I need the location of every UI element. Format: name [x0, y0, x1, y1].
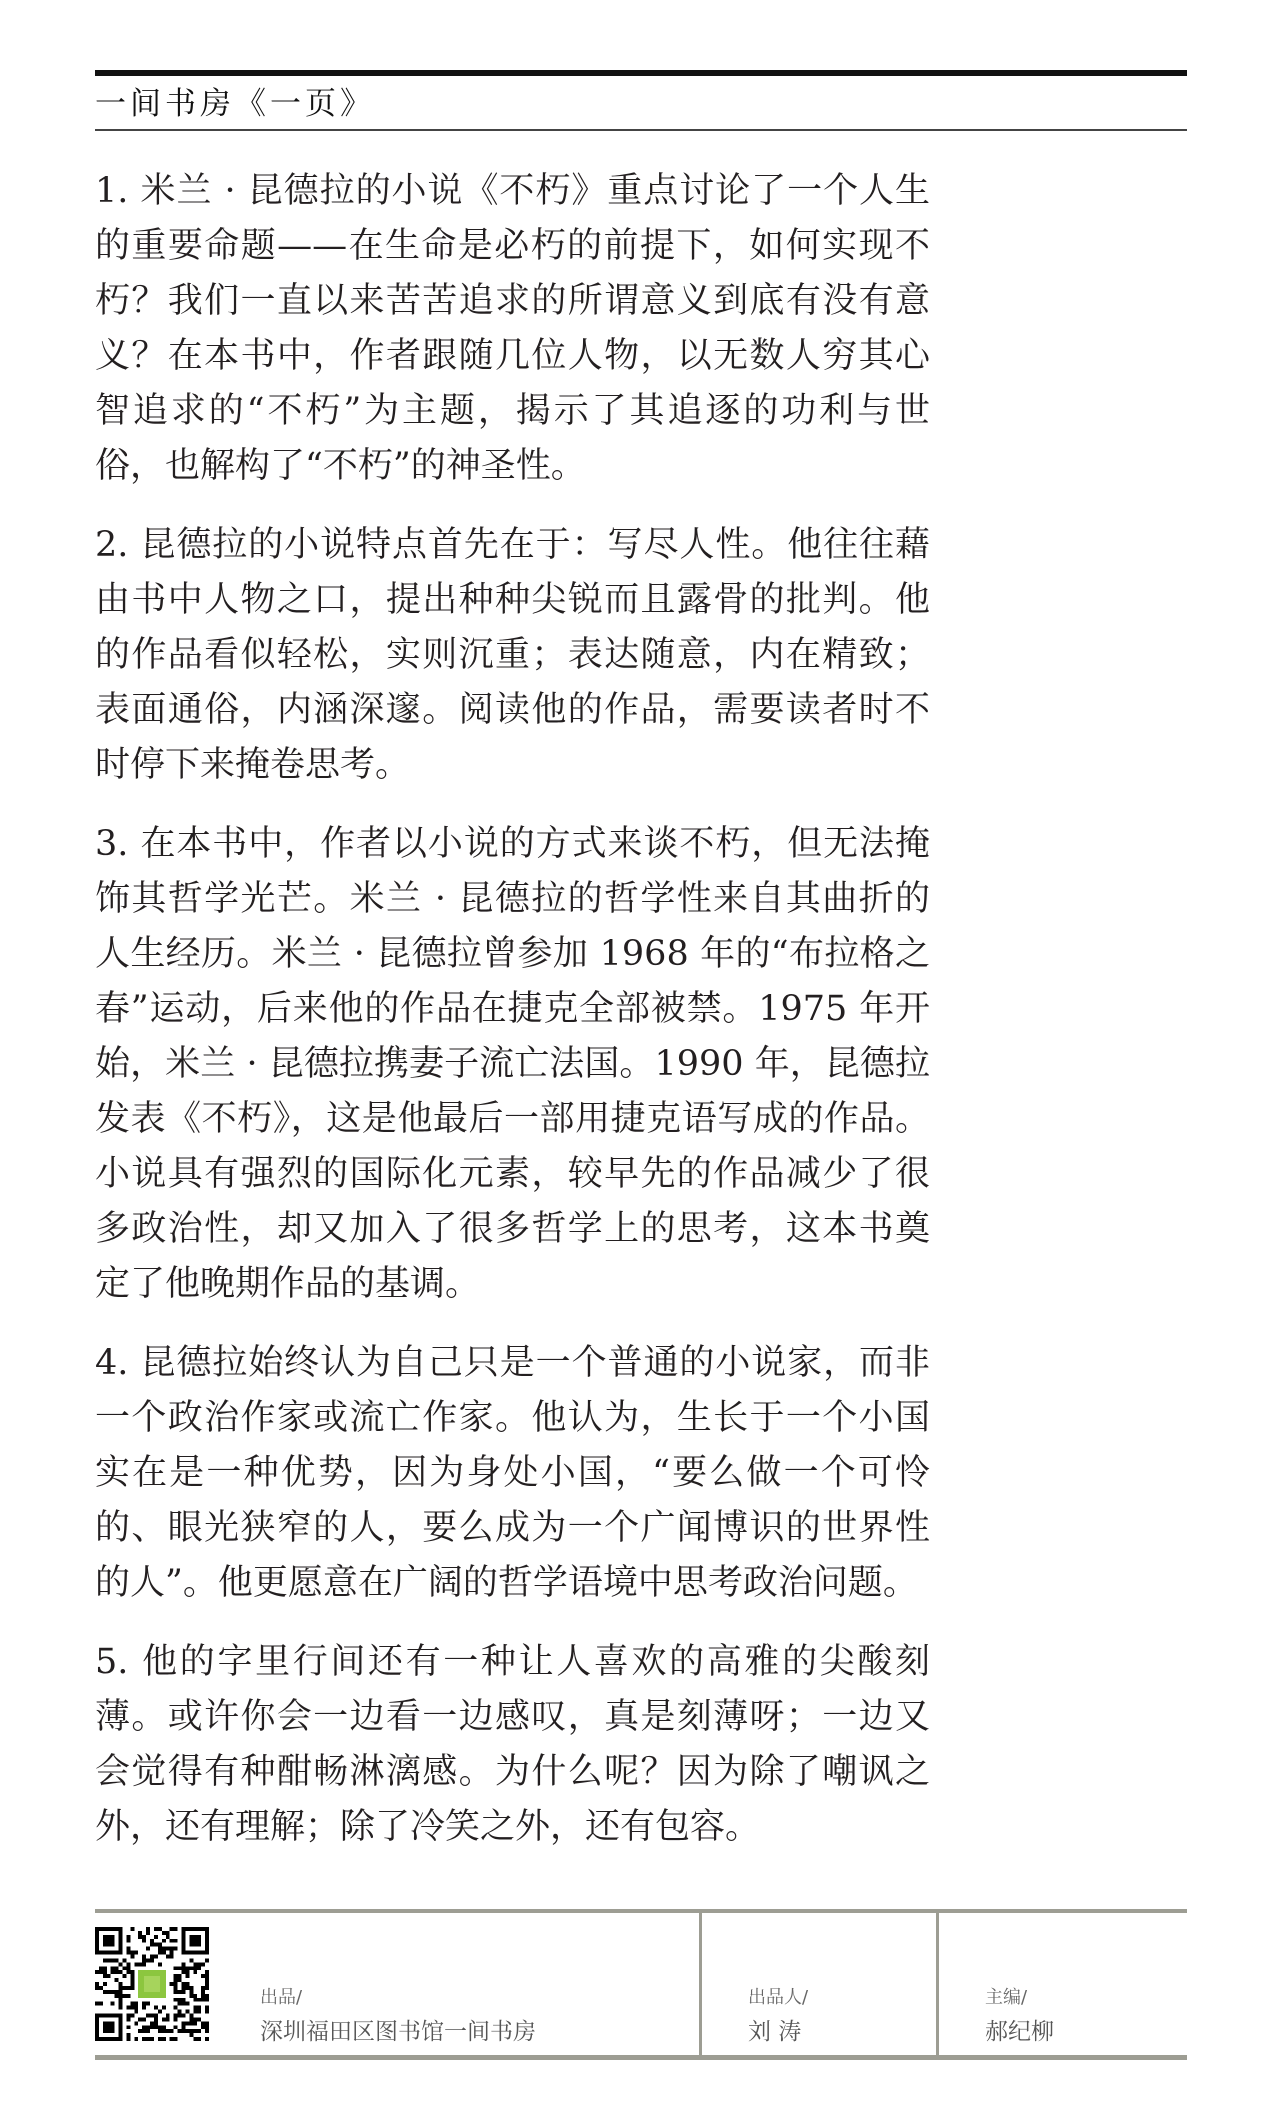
credit-editor [985, 1985, 1054, 2049]
page-header-title: 一间书房《一页》 [95, 86, 375, 122]
publisher-value: 刘 涛 [748, 2019, 802, 2045]
top-rule [95, 70, 1187, 76]
paragraph-4: 4. 昆德拉始终认为自己只是一个普通的小说家，而非一个政治作家或流亡作家。他认为，生长于一个小国实在是一种优势，因为身处小国，“要么做一个可怜的、眼光狭窄的人，要么成为一个广闻博识的世界性的人”。他更愿意在广阔的哲学语境中思考政治问题。 [95, 1343, 930, 1603]
editor-value: 郝纪柳 [985, 2019, 1054, 2045]
credit-producer [260, 1985, 536, 2049]
footer-bottom-rule [95, 2055, 1187, 2060]
article-body [95, 164, 930, 1879]
credit-publisher [748, 1985, 808, 2049]
paragraph-3: 3. 在本书中，作者以小说的方式来谈不朽，但无法掩饰其哲学光芒。米兰 · 昆德拉的哲学性来自其曲折的人生经历。米兰 · 昆德拉曾参加 1968 年的“布拉格之春”运动，后来他的作品在捷克全部被禁。1975 年开始，米兰 · 昆德拉携妻子流亡法国。1990 年，昆德拉发表《不朽》，这是他最后一部用捷克语写成的作品。小说具有强烈的国际化元素，较早先的作品减少了很多政治性，却又加入了很多哲学上的思考，这本书奠定了他晚期作品的基调。 [95, 824, 930, 1304]
paragraph-5: 5. 他的字里行间还有一种让人喜欢的高雅的尖酸刻薄。或许你会一边看一边感叹，真是刻薄呀；一边又会觉得有种酣畅淋漓感。为什么呢？因为除了嘲讽之外，还有理解；除了冷笑之外，还有包容。 [95, 1642, 930, 1847]
footer-divider-2 [936, 1909, 939, 2060]
producer-value: 深圳福田区图书馆一间书房 [260, 2019, 536, 2045]
producer-label: 出品/ [260, 1987, 303, 2008]
publisher-label: 出品人/ [748, 1987, 809, 2008]
paragraph-2: 2. 昆德拉的小说特点首先在于：写尽人性。他往往藉由书中人物之口，提出种种尖锐而且露骨的批判。他的作品看似轻松，实则沉重；表达随意，内在精致；表面通俗，内涵深邃。阅读他的作品，需要读者时不时停下来掩卷思考。 [95, 525, 930, 785]
header-rule [95, 129, 1187, 131]
paragraph-1: 1. 米兰 · 昆德拉的小说《不朽》重点讨论了一个人生的重要命题——在生命是必朽的前提下，如何实现不朽？我们一直以来苦苦追求的所谓意义到底有没有意义？在本书中，作者跟随几位人物，以无数人穷其心智追求的“不朽”为主题，揭示了其追逐的功利与世俗，也解构了“不朽”的神圣性。 [95, 171, 930, 486]
qr-code-icon [95, 1927, 209, 2041]
footer-top-rule [95, 1909, 1187, 1913]
footer-divider-1 [699, 1909, 702, 2060]
editor-label: 主编/ [985, 1987, 1028, 2008]
